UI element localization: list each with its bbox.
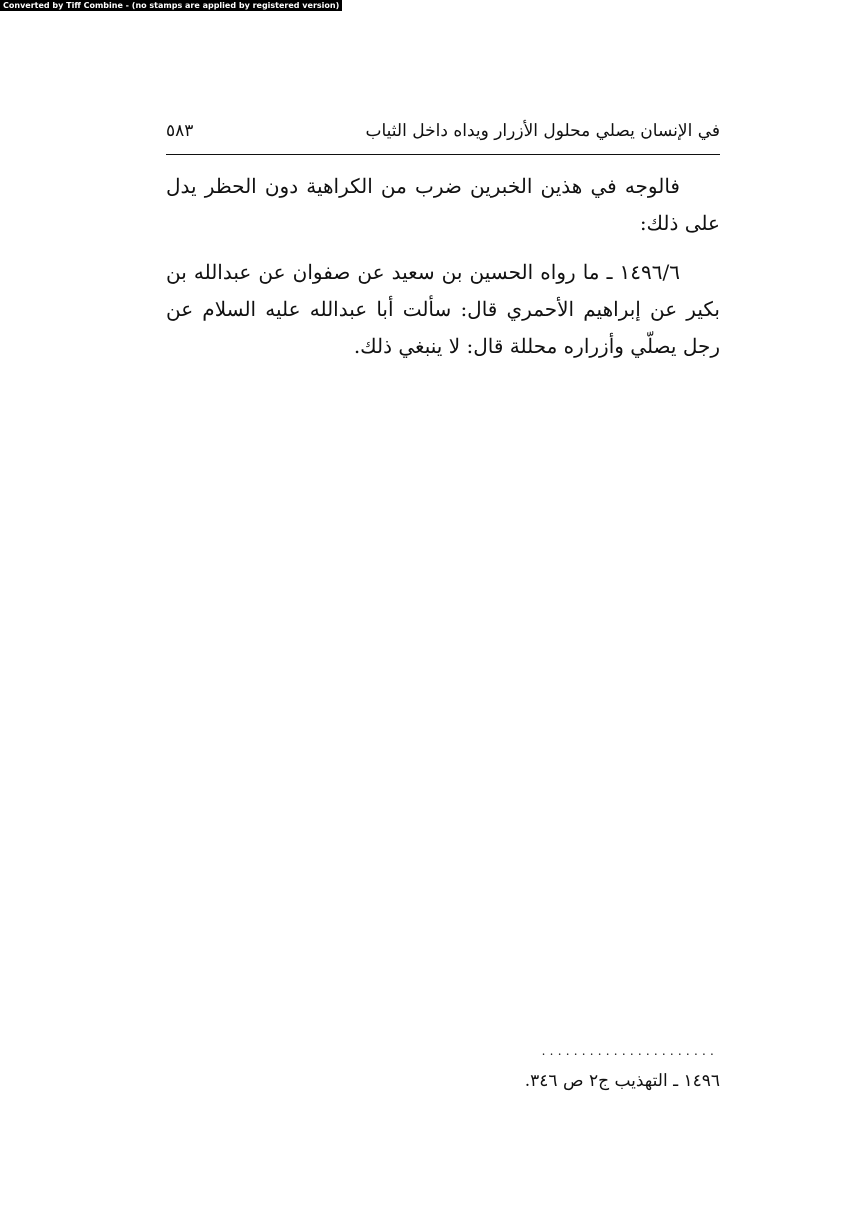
paragraph: ١٤٩٦/٦ ـ ما رواه الحسين بن سعيد عن صفوان عن عبدالله بن بكير عن إبراهيم الأحمري قال: سألت أبا عبدالله عليه السلام عن رجل يصلّي وأزراره محللة قال: لا ينبغي ذلك. xyxy=(166,260,720,358)
body-text xyxy=(166,168,720,365)
paragraph: فالوجه في هذين الخبرين ضرب من الكراهية دون الحظر يدل على ذلك: xyxy=(166,174,720,235)
footnote-separator: ...................... xyxy=(541,1044,718,1058)
footnote: ١٤٩٦ ـ التهذيب ج٢ ص ٣٤٦. xyxy=(524,1071,720,1091)
converter-banner: Converted by Tiff Combine - (no stamps are applied by registered version) xyxy=(0,0,342,11)
running-title: في الإنسان يصلي محلول الأزرار ويداه داخل الثياب xyxy=(365,121,720,141)
page-header xyxy=(166,116,720,146)
page-number: ٥٨٣ xyxy=(166,121,194,141)
header-rule xyxy=(166,154,720,155)
